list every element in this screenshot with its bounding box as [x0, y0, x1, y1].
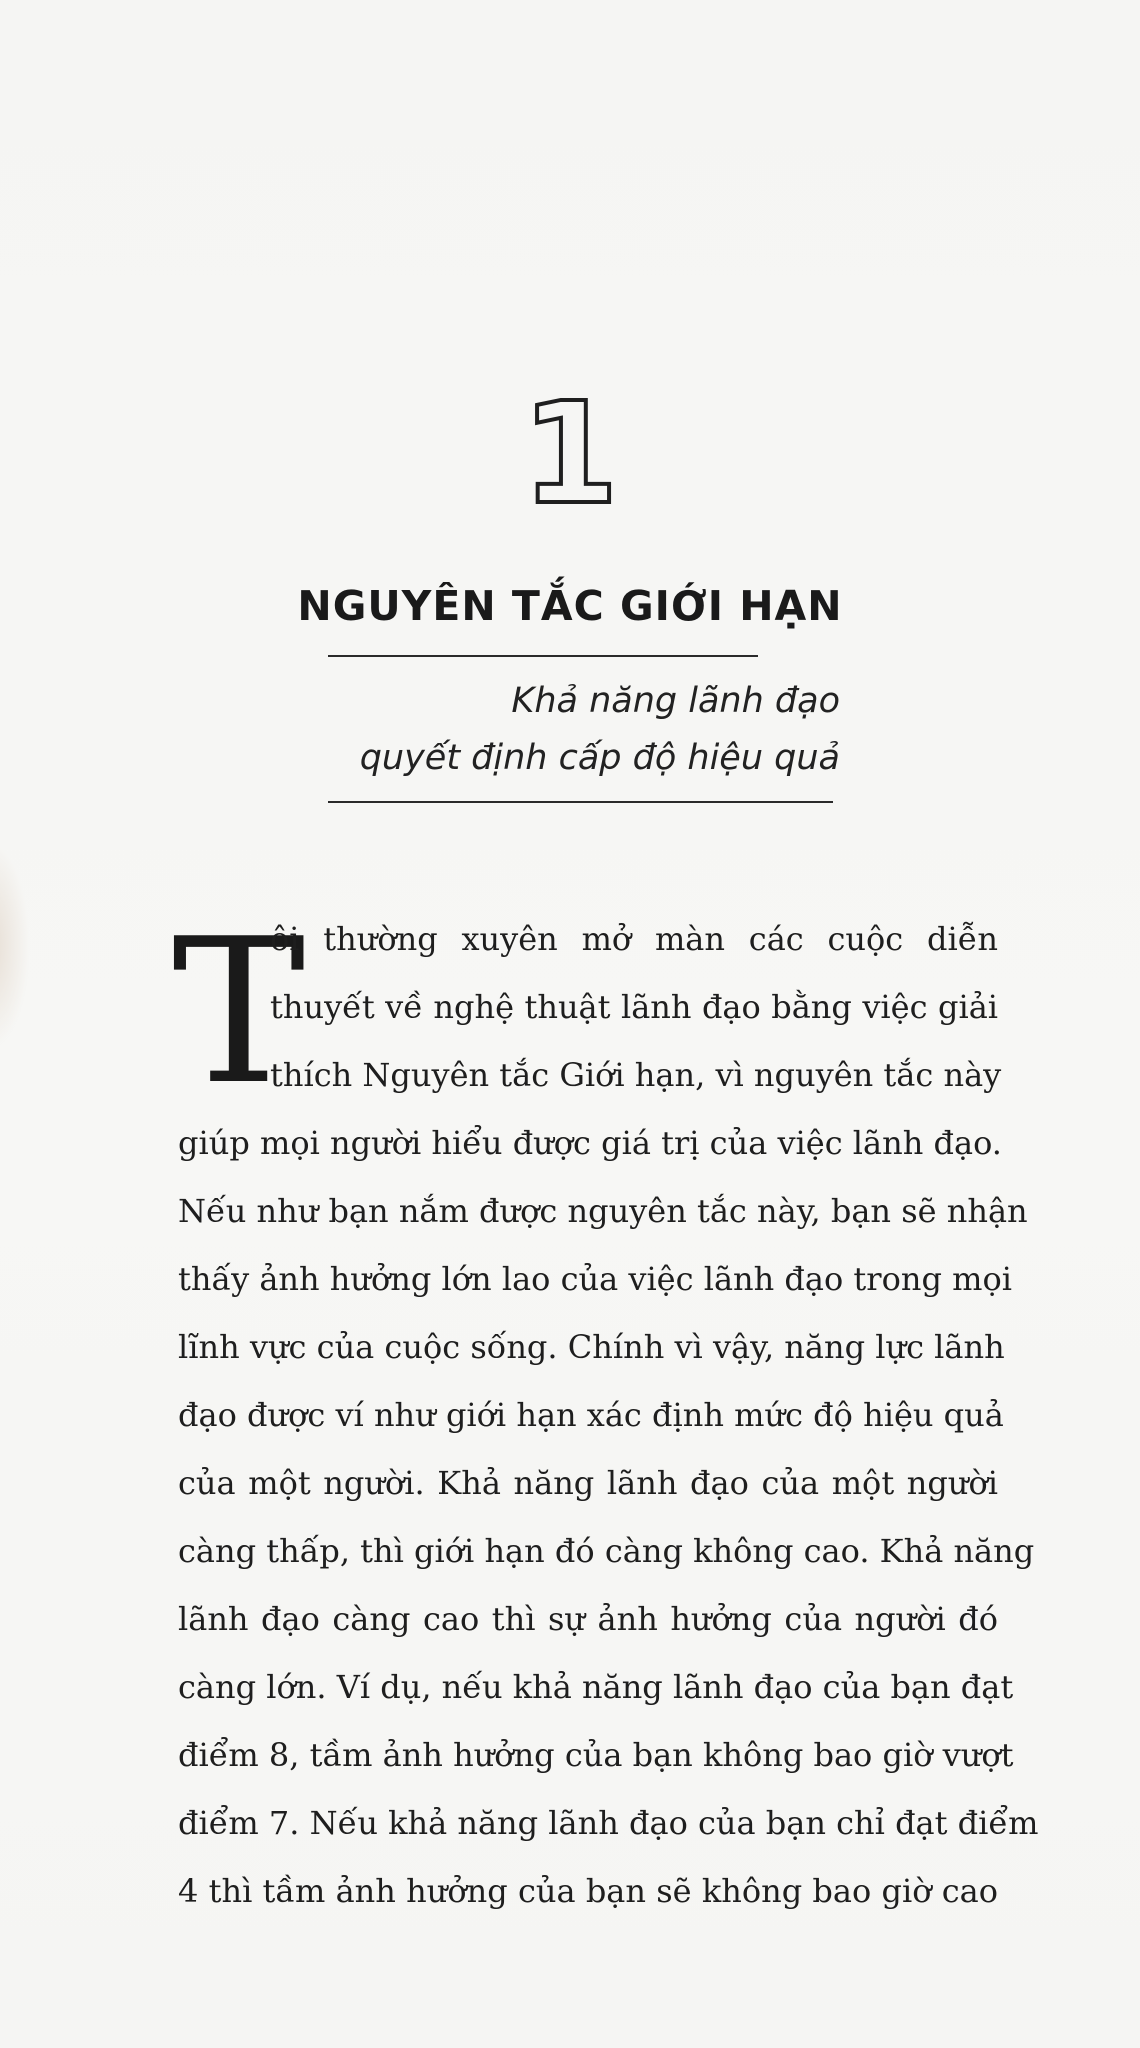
title-divider-top — [328, 655, 758, 657]
body-line: điểm 7. Nếu khả năng lãnh đạo của bạn chỉ đạt điểm — [178, 1804, 1039, 1842]
body-line: Nếu như bạn nắm được nguyên tắc này, bạn sẽ nhận — [178, 1192, 1028, 1230]
body-line: ôi thường xuyên mở màn các cuộc diễn — [270, 920, 998, 958]
chapter-title: NGUYÊN TẮC GIỚI HẠN — [297, 582, 843, 630]
body-paragraph — [178, 905, 1039, 1925]
body-line: càng thấp, thì giới hạn đó càng không cao. Khả năng — [178, 1532, 1035, 1570]
body-line: của một người. Khả năng lãnh đạo của một người — [178, 1464, 998, 1502]
subtitle-line-2: quyết định cấp độ hiệu quả — [359, 738, 840, 778]
body-line: lĩnh vực của cuộc sống. Chính vì vậy, năng lực lãnh — [178, 1328, 1005, 1366]
chapter-subtitle — [300, 673, 840, 787]
body-line: điểm 8, tầm ảnh hưởng của bạn không bao giờ vượt — [178, 1736, 1014, 1774]
body-line: thuyết về nghệ thuật lãnh đạo bằng việc giải — [270, 988, 998, 1026]
body-line: giúp mọi người hiểu được giá trị của việc lãnh đạo. — [178, 1124, 1002, 1162]
body-line: thích Nguyên tắc Giới hạn, vì nguyên tắc này — [270, 1056, 1002, 1094]
chapter-number: 1 — [521, 373, 619, 536]
drop-cap-letter: T — [172, 896, 306, 1129]
subtitle-line-1: Khả năng lãnh đạo — [511, 681, 840, 721]
body-line: 4 thì tầm ảnh hưởng của bạn sẽ không bao giờ cao — [178, 1872, 998, 1910]
body-line: càng lớn. Ví dụ, nếu khả năng lãnh đạo của bạn đạt — [178, 1668, 1014, 1706]
body-line: lãnh đạo càng cao thì sự ảnh hưởng của người đó — [178, 1600, 998, 1638]
title-divider-bottom — [328, 801, 833, 803]
page-edge-shadow — [0, 840, 30, 1050]
body-line: đạo được ví như giới hạn xác định mức độ hiệu quả — [178, 1396, 1004, 1434]
body-line: thấy ảnh hưởng lớn lao của việc lãnh đạo trong mọi — [178, 1260, 1012, 1298]
